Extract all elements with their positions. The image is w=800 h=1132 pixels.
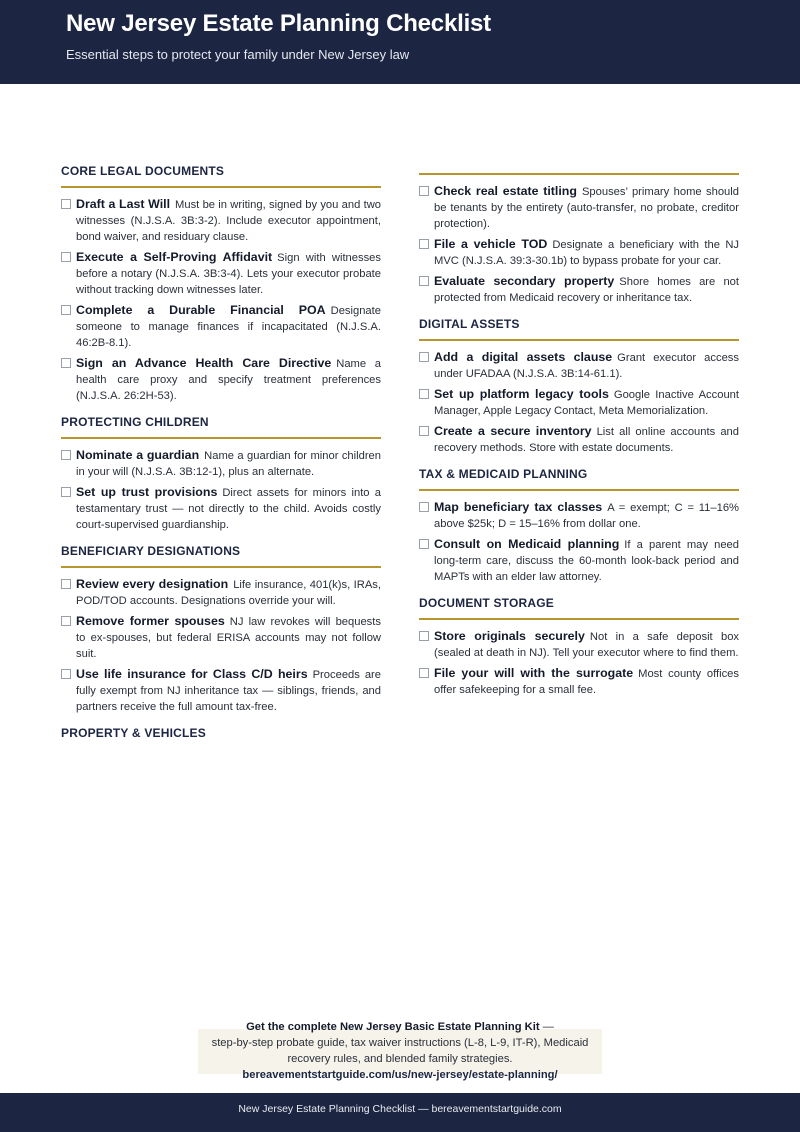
checkbox[interactable] xyxy=(61,450,71,460)
checkbox[interactable] xyxy=(419,186,429,196)
item-title: File a vehicle TOD xyxy=(434,237,548,251)
item-title: File your will with the surrogate xyxy=(434,666,634,680)
item-text: Sign with witnesses before a notary (N.J.S.A. 3B:3-4). Lets your executor probate without tracking down witnesses later. xyxy=(76,252,381,296)
checklist-item xyxy=(419,536,739,585)
checkbox[interactable] xyxy=(419,668,429,678)
checkbox[interactable] xyxy=(419,539,429,549)
page-title: New Jersey Estate Planning Checklist xyxy=(66,10,491,37)
checklist-item xyxy=(419,273,739,306)
checklist-item xyxy=(419,628,739,661)
checkbox[interactable] xyxy=(419,631,429,641)
item-text: A = exempt; C = 11–16% above $25k; D = 15–16% from dollar one. xyxy=(434,502,739,530)
item-text: Not in a safe deposit box (sealed at death in NJ). Tell your executor where to find them. xyxy=(434,631,740,659)
checklist-item xyxy=(419,183,739,232)
checklist-item xyxy=(419,423,739,456)
checkbox[interactable] xyxy=(61,252,71,262)
item-text: List all online accounts and recovery methods. Store with estate documents. xyxy=(434,426,739,454)
section-beneficiary-designations xyxy=(61,543,381,715)
checklist-item xyxy=(419,499,739,532)
item-text: Google Inactive Account Manager, Apple Legacy Contact, Meta Memorialization. xyxy=(434,389,739,417)
checklist-item xyxy=(61,576,381,609)
item-text: Must be in writing, signed by you and two witnesses (N.J.S.A. 3B:3-2). Include executor appointment, bond waiver, and residuary clause. xyxy=(76,199,382,243)
checkbox[interactable] xyxy=(61,579,71,589)
section-digital-assets xyxy=(419,316,739,456)
checklist-item xyxy=(61,484,381,533)
right-column xyxy=(419,173,739,708)
checkbox[interactable] xyxy=(61,616,71,626)
item-text: Name a health care proxy and specify treatment preferences (N.J.S.A. 26:2H-53). xyxy=(76,358,381,402)
promo-body: step-by-step probate guide, tax waiver instructions (L-8, L-9, IT-R), Medicaid recovery rules, and blended family strategies. xyxy=(211,1037,589,1065)
checklist-item xyxy=(61,447,381,480)
page-subtitle: Essential steps to protect your family under New Jersey law xyxy=(66,47,410,62)
item-title: Set up platform legacy tools xyxy=(434,387,609,401)
checklist-item xyxy=(419,665,739,698)
item-title: Create a secure inventory xyxy=(434,424,592,438)
section-divider xyxy=(61,437,381,439)
section-property-vehicles xyxy=(419,173,739,306)
promo-lead: Get the complete New Jersey Basic Estate Planning Kit xyxy=(246,1021,540,1033)
checklist-item xyxy=(419,349,739,382)
checklist-item xyxy=(61,196,381,245)
item-text: Grant executor access under UFADAA (N.J.S.A. 3B:14-61.1). xyxy=(434,352,739,380)
page-header xyxy=(0,0,800,84)
section-title: BENEFICIARY DESIGNATIONS xyxy=(61,544,241,558)
section-divider xyxy=(419,618,739,620)
item-title: Review every designation xyxy=(76,577,229,591)
item-title: Use life insurance for Class C/D heirs xyxy=(76,667,308,681)
item-text: Designate a beneficiary with the NJ MVC (N.J.S.A. 39:3-30.1b) to bypass probate for your car. xyxy=(434,239,739,267)
section-core-legal-documents xyxy=(61,163,381,404)
item-title: Store originals securely xyxy=(434,629,585,643)
section-divider xyxy=(419,339,739,341)
page-footer xyxy=(0,1093,800,1132)
item-text: Life insurance, 401(k)s, IRAs, POD/TOD accounts. Designations override your will. xyxy=(76,579,381,607)
checklist-item xyxy=(419,236,739,269)
item-title: Consult on Medicaid planning xyxy=(434,537,620,551)
item-text: Direct assets for minors into a testamentary trust — not directly to the child. Avoids costly court-supervised guardianship. xyxy=(76,487,381,531)
section-title: DIGITAL ASSETS xyxy=(419,317,520,331)
item-text: Designate someone to manage finances if incapacitated (N.J.S.A. 46:2B-8.1). xyxy=(76,305,381,349)
checklist-item xyxy=(61,613,381,662)
item-title: Execute a Self-Proving Affidavit xyxy=(76,250,273,264)
item-text: Proceeds are fully exempt from NJ inheritance tax — siblings, friends, and partners receive the full amount tax-free. xyxy=(76,669,382,713)
item-title: Draft a Last Will xyxy=(76,197,171,211)
section-divider xyxy=(419,489,739,491)
checkbox[interactable] xyxy=(61,487,71,497)
promo-dash: — xyxy=(539,1021,554,1033)
checkbox[interactable] xyxy=(419,276,429,286)
item-title: Map beneficiary tax classes xyxy=(434,500,603,514)
item-text: Name a guardian for minor children in your will (N.J.S.A. 3B:12-1), plus an alternate. xyxy=(76,450,381,478)
left-column xyxy=(61,163,381,751)
checkbox[interactable] xyxy=(61,305,71,315)
item-text: If a parent may need long-term care, discuss the 60-month look-back period and MAPTs with an elder law attorney. xyxy=(434,539,740,583)
section-title: CORE LEGAL DOCUMENTS xyxy=(61,164,225,178)
promo-link[interactable]: bereavementstartguide.com/us/new-jersey/estate-planning/ xyxy=(242,1069,558,1081)
item-title: Nominate a guardian xyxy=(76,448,200,462)
checkbox[interactable] xyxy=(419,502,429,512)
section-title: DOCUMENT STORAGE xyxy=(419,596,554,610)
item-text: NJ law revokes will bequests to ex-spouses, but federal ERISA accounts may not follow suit. xyxy=(76,616,381,660)
item-title: Complete a Durable Financial POA xyxy=(76,303,326,317)
section-document-storage xyxy=(419,595,739,698)
item-title: Check real estate titling xyxy=(434,184,577,198)
section-title: PROPERTY & VEHICLES xyxy=(61,726,206,740)
section-divider xyxy=(419,173,739,175)
section-title: TAX & MEDICAID PLANNING xyxy=(419,467,588,481)
checkbox[interactable] xyxy=(419,239,429,249)
checklist-item xyxy=(61,355,381,404)
item-title: Remove former spouses xyxy=(76,614,225,628)
checkbox[interactable] xyxy=(419,389,429,399)
section-divider xyxy=(61,566,381,568)
section-tax-medicaid-planning xyxy=(419,466,739,585)
checklist-item xyxy=(61,249,381,298)
checkbox[interactable] xyxy=(61,199,71,209)
item-title: Set up trust provisions xyxy=(76,485,218,499)
item-title: Sign an Advance Health Care Directive xyxy=(76,356,332,370)
section-divider xyxy=(61,186,381,188)
item-title: Add a digital assets clause xyxy=(434,350,613,364)
item-text: Most county offices offer safekeeping for a small fee. xyxy=(434,668,739,696)
section-protecting-children xyxy=(61,414,381,533)
checklist-item xyxy=(61,666,381,715)
item-title: Evaluate secondary property xyxy=(434,274,615,288)
checkbox[interactable] xyxy=(419,352,429,362)
section-property-vehicles-heading xyxy=(61,725,381,741)
item-text: Spouses’ primary home should be tenants by the entirety (auto-transfer, no probate, creditor protection). xyxy=(434,186,739,230)
item-text: Shore homes are not protected from Medicaid recovery or inheritance tax. xyxy=(434,276,739,304)
checklist-item xyxy=(61,302,381,351)
checkbox[interactable] xyxy=(61,358,71,368)
checkbox[interactable] xyxy=(419,426,429,436)
checkbox[interactable] xyxy=(61,669,71,679)
footer-text: New Jersey Estate Planning Checklist — bereavementstartguide.com xyxy=(238,1103,562,1115)
checklist-item xyxy=(419,386,739,419)
section-title: PROTECTING CHILDREN xyxy=(61,415,209,429)
promo-text xyxy=(198,1019,602,1083)
